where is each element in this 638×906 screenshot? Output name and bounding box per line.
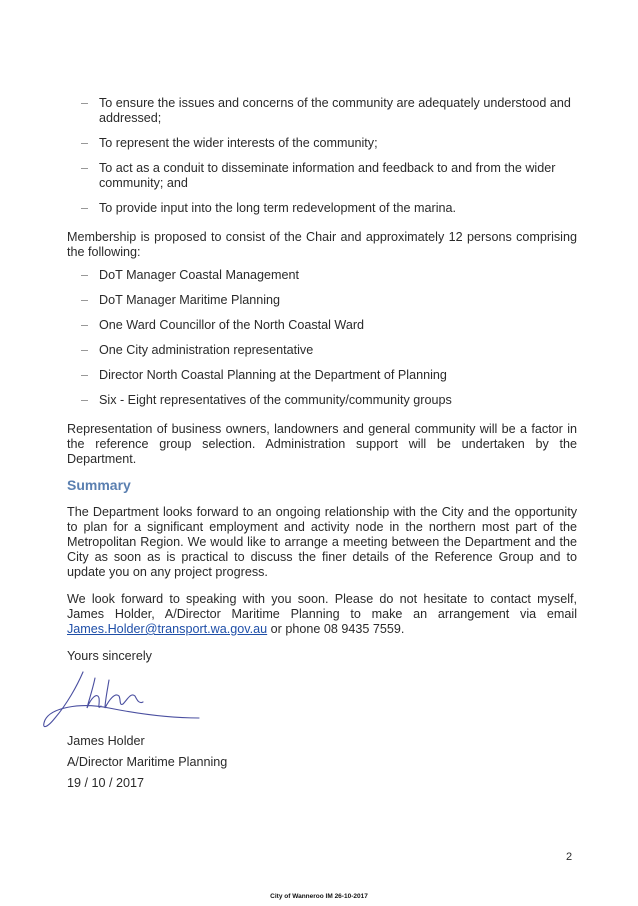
list-item-text: Six - Eight representatives of the community/community groups bbox=[99, 393, 452, 407]
list-item-text: To represent the wider interests of the community; bbox=[99, 136, 378, 150]
dash-bullet-icon: – bbox=[81, 136, 89, 150]
list-item-text: To ensure the issues and concerns of the community are adequately understood and addressed; bbox=[99, 96, 571, 125]
signature-image bbox=[39, 668, 209, 734]
letter-date: 19 / 10 / 2017 bbox=[67, 776, 145, 790]
dash-bullet-icon: – bbox=[81, 368, 89, 382]
representation-paragraph: Representation of business owners, landowners and general community will be a factor in the reference group selection. Administration support will be undertaken by the Department. bbox=[67, 422, 577, 466]
dash-bullet-icon: – bbox=[81, 293, 89, 307]
list-item bbox=[67, 268, 577, 283]
list-item-text: To provide input into the long term redevelopment of the marina. bbox=[99, 201, 457, 215]
list-item bbox=[67, 201, 577, 216]
page-number: 2 bbox=[566, 851, 573, 863]
list-item bbox=[67, 136, 577, 151]
signatory-name: James Holder bbox=[67, 734, 145, 748]
summary-paragraph: The Department looks forward to an ongoing relationship with the City and the opportunity to plan for a significant employment and activity node in the northern most part of the Metropolitan Region. We would like to arrange a meeting between the Department and the City as soon as is practical to discuss the finer details of the Reference Group and to update you on any project progress. bbox=[67, 505, 577, 579]
contact-paragraph bbox=[67, 592, 577, 637]
list-item-text: DoT Manager Maritime Planning bbox=[99, 293, 281, 307]
contact-text-before: We look forward to speaking with you soon. Please do not hesitate to contact myself, James Holder, A/Director Maritime Planning to make an arrangement via email bbox=[67, 592, 577, 621]
dash-bullet-icon: – bbox=[81, 343, 89, 357]
list-item-text: One Ward Councillor of the North Coastal Ward bbox=[99, 318, 365, 332]
dash-bullet-icon: – bbox=[81, 96, 89, 110]
list-item bbox=[67, 393, 577, 408]
membership-intro: Membership is proposed to consist of the Chair and approximately 12 persons comprising the following: bbox=[67, 230, 577, 259]
dash-bullet-icon: – bbox=[81, 393, 89, 407]
list-item-text: One City administration representative bbox=[99, 343, 314, 357]
dash-bullet-icon: – bbox=[81, 318, 89, 332]
letter-body bbox=[67, 96, 577, 797]
dash-bullet-icon: – bbox=[81, 161, 89, 175]
list-item-text: DoT Manager Coastal Management bbox=[99, 268, 299, 282]
list-item-text: Director North Coastal Planning at the Department of Planning bbox=[99, 368, 447, 382]
dash-bullet-icon: – bbox=[81, 268, 89, 282]
signatory-title: A/Director Maritime Planning bbox=[67, 755, 228, 769]
email-link[interactable]: James.Holder@transport.wa.gov.au bbox=[67, 622, 268, 636]
closing-salutation: Yours sincerely bbox=[67, 649, 152, 663]
list-item bbox=[67, 343, 577, 358]
list-item bbox=[67, 368, 577, 383]
summary-heading: Summary bbox=[67, 477, 131, 493]
list-item bbox=[67, 318, 577, 333]
list-item bbox=[67, 96, 577, 126]
list-item bbox=[67, 161, 577, 191]
dash-bullet-icon: – bbox=[81, 201, 89, 215]
footer-stamp: City of Wanneroo IM 26-10-2017 bbox=[270, 893, 368, 900]
purpose-list bbox=[67, 96, 577, 216]
list-item bbox=[67, 293, 577, 308]
membership-list bbox=[67, 268, 577, 408]
list-item-text: To act as a conduit to disseminate information and feedback to and from the wider community; and bbox=[99, 161, 556, 190]
contact-text-after: or phone 08 9435 7559. bbox=[267, 622, 405, 636]
